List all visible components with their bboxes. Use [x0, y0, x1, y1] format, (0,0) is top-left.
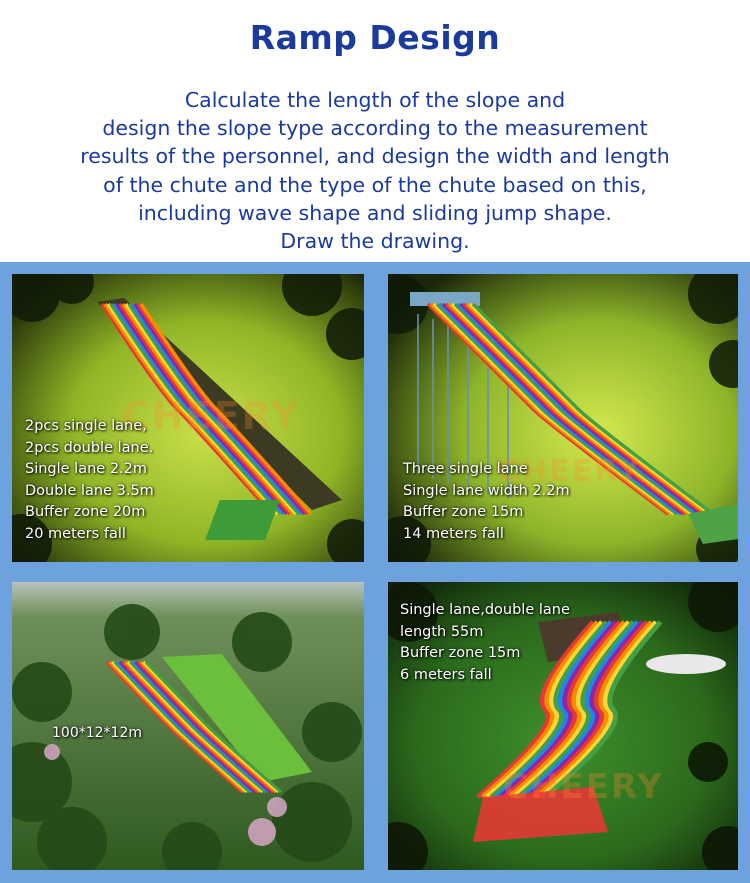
- ramp-photo-3: [12, 582, 364, 870]
- panel-caption: [403, 459, 570, 545]
- description-line: design the slope type according to the measurement: [102, 116, 648, 141]
- caption-line: Three single lane: [403, 461, 528, 477]
- ramp-render-2: [388, 274, 738, 562]
- watermark-text: CHEERY: [503, 767, 664, 807]
- description: [20, 86, 730, 255]
- panel-caption: [52, 723, 142, 745]
- caption-line: Double lane 3.5m: [25, 482, 154, 499]
- description-line: Calculate the length of the slope and: [184, 88, 566, 112]
- description-line: results of the personnel, and design the width and length: [80, 144, 670, 169]
- caption-line: Buffer zone 15m: [403, 504, 524, 521]
- caption-line: 100*12*12m: [52, 725, 142, 741]
- description-line: including wave shape and sliding jump shape.: [138, 200, 612, 225]
- caption-line: 14 meters fall: [403, 525, 504, 542]
- description-line: of the chute and the type of the chute based on this,: [103, 172, 647, 197]
- caption-line: Buffer zone 15m: [400, 645, 521, 662]
- watermark-text: CHEERY: [122, 394, 301, 438]
- caption-line: Buffer zone 20m: [25, 504, 146, 521]
- caption-line: 2pcs double lane.: [25, 439, 154, 456]
- caption-line: Single lane width 2.2m: [403, 482, 570, 499]
- caption-line: 2pcs single lane,: [25, 418, 147, 434]
- caption-line: Single lane,double lane: [400, 602, 570, 618]
- caption-line: 20 meters fall: [25, 525, 126, 542]
- caption-line: 6 meters fall: [400, 666, 492, 683]
- page-title: Ramp Design: [249, 18, 501, 57]
- panel-caption: [25, 416, 154, 546]
- ramp-render-4: [388, 582, 738, 870]
- watermark-text: CHEERY: [498, 454, 642, 489]
- ramp-render-1: [12, 274, 364, 562]
- caption-line: length 55m: [400, 623, 484, 640]
- panel-caption: [400, 600, 570, 686]
- caption-line: Single lane 2.2m: [25, 461, 148, 478]
- description-line: Draw the drawing.: [280, 229, 470, 254]
